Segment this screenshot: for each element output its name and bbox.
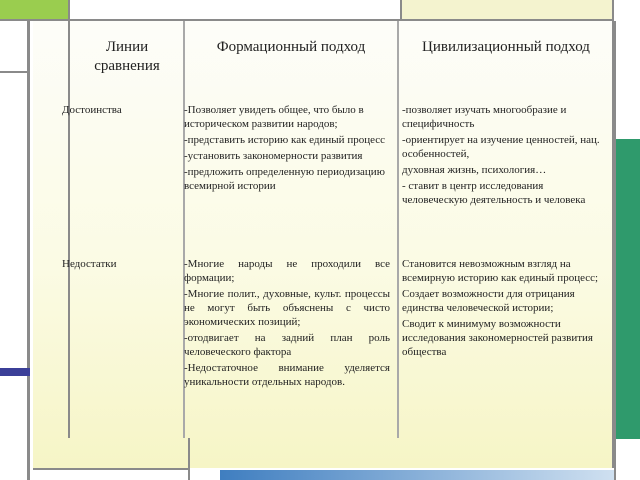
list-item: Создает возможности для отрицания единства человеческой истории;	[402, 288, 575, 314]
list-item: Сводит к минимуму возможности исследования закономерностей развития общества	[402, 318, 593, 358]
list-item: -позволяет изучать многообразие и специфичность	[402, 104, 567, 130]
list-item: -представить историю как единый процесс	[184, 134, 386, 146]
right-frame-bottom	[614, 439, 640, 480]
list-item: духовная жизнь, психология…	[402, 164, 547, 176]
cell-disadvantages-formational	[184, 257, 390, 391]
row-label-advantages: Достоинства	[62, 104, 122, 116]
bottom-accent-blue	[220, 470, 614, 480]
header-comparison-lines: Линии сравнения	[94, 39, 160, 74]
comparison-table	[33, 21, 614, 468]
left-frame-cell	[0, 21, 30, 73]
bottom-divider	[188, 438, 190, 480]
list-item: -Многие полит., духовные, культ. процессы не могут быть объяснены с чисто экономических позиций;	[184, 288, 390, 328]
cell-disadvantages-civilizational	[402, 257, 604, 361]
list-item: -ориентирует на изучение ценностей, нац. особенностей,	[402, 134, 600, 160]
top-frame-bar	[70, 0, 400, 21]
column-divider	[397, 21, 399, 438]
cell-advantages-formational	[184, 103, 390, 195]
list-item: Становится невозможным взгляд на всемирную историю как единый процесс;	[402, 258, 599, 284]
right-frame-top	[614, 21, 640, 139]
right-accent-green	[614, 139, 640, 439]
left-accent-blue	[0, 368, 30, 376]
header-formational-approach: Формационный подход	[216, 39, 366, 55]
list-item: -Позволяет увидеть общее, что было в историческом развитии народов;	[184, 104, 364, 130]
left-frame-strip	[0, 73, 30, 373]
top-right-accent-box	[400, 0, 614, 21]
list-item: -отодвигает на задний план роль человеческого фактора	[184, 332, 390, 358]
list-item: -предложить определенную периодизацию всемирной истории	[184, 166, 385, 192]
list-item: -установить закономерности развития	[184, 150, 363, 162]
list-item: -Многие народы не проходили все формации;	[184, 258, 390, 284]
bottom-frame-left	[33, 468, 188, 480]
top-far-right-frame	[614, 0, 640, 21]
cell-advantages-civilizational	[402, 103, 604, 209]
row-label-disadvantages: Недостатки	[62, 258, 117, 270]
left-frame-bottom	[0, 376, 30, 480]
list-item: - ставит в центр исследования человеческую деятельность и человека	[402, 180, 586, 206]
corner-accent-green	[0, 0, 70, 21]
list-item: -Недостаточное внимание уделяется уникальности отдельных народов.	[184, 362, 390, 388]
column-divider	[68, 21, 70, 438]
header-civilizational-approach: Цивилизационный подход	[422, 39, 590, 55]
